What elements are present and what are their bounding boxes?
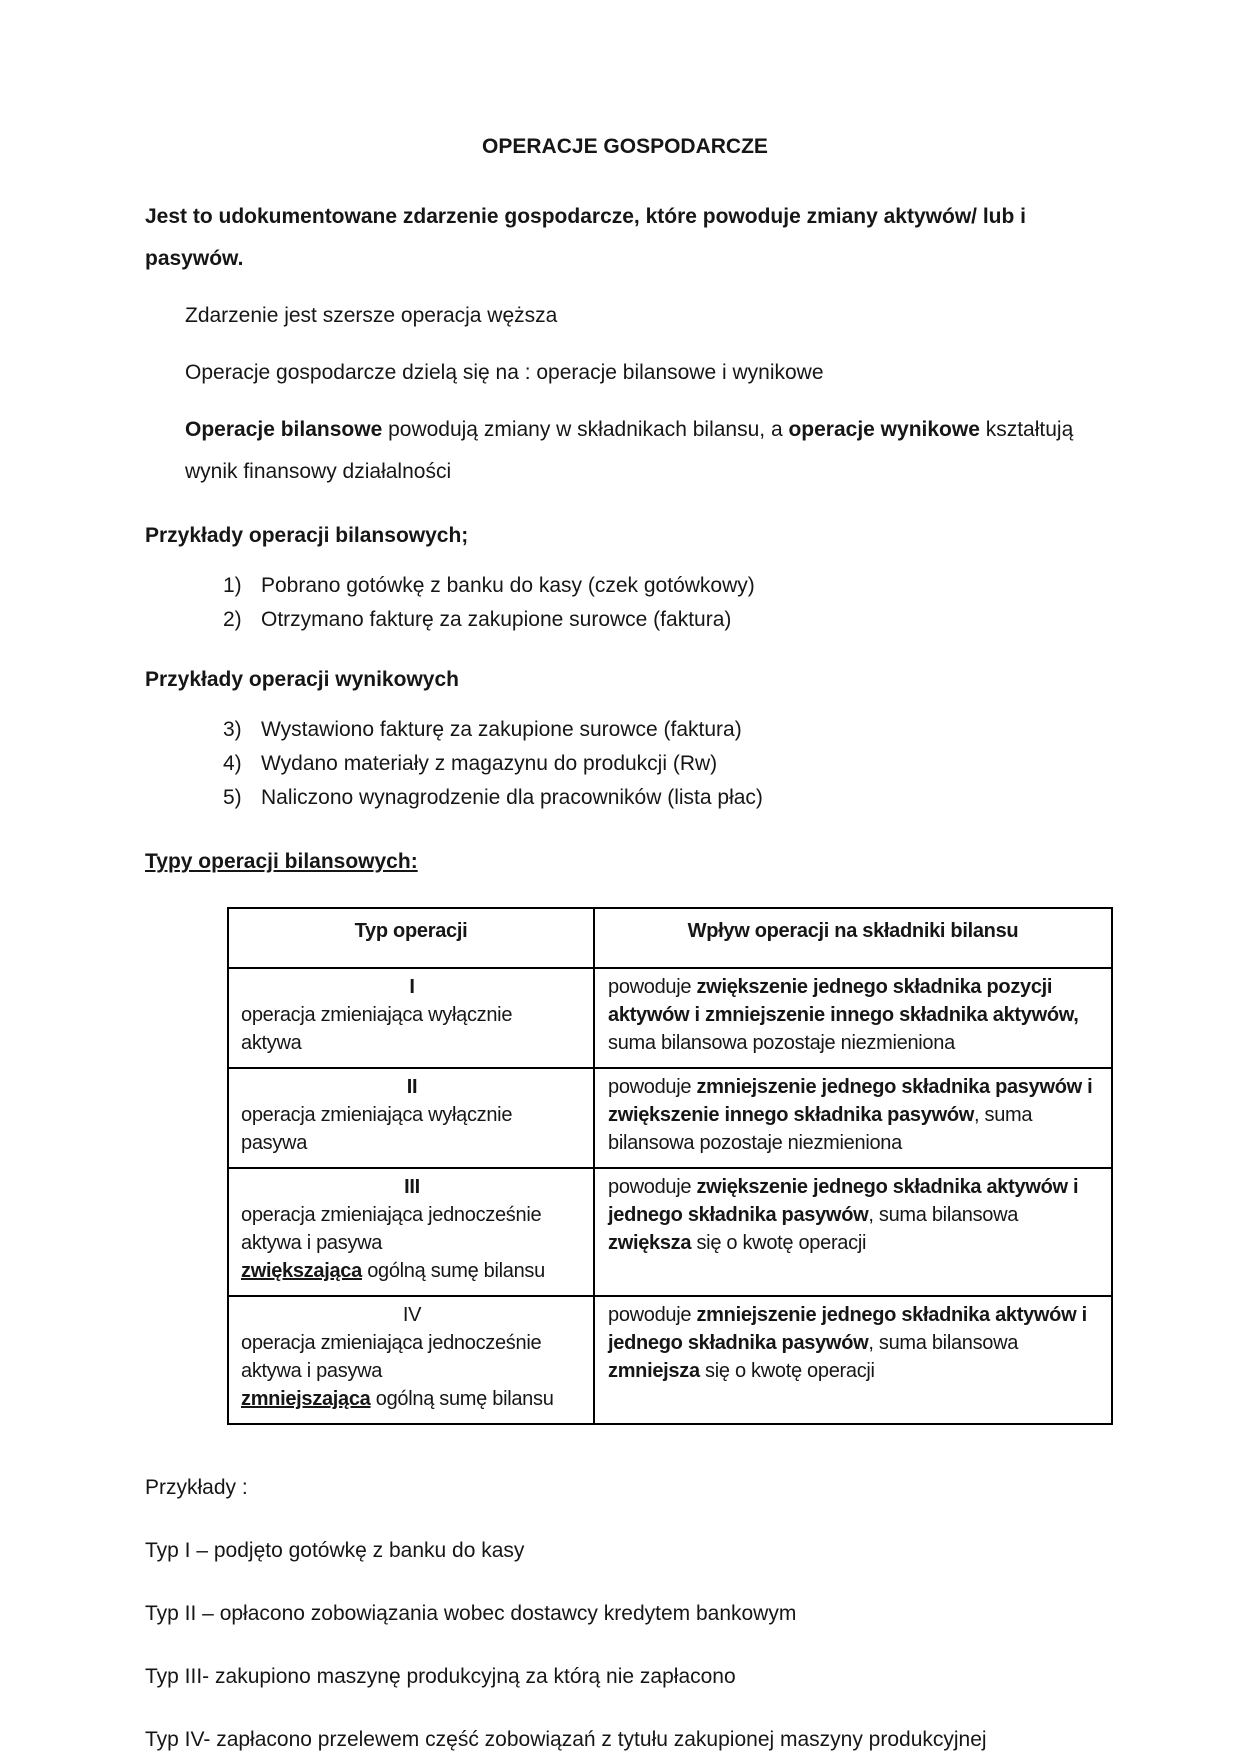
- example-typ-2: Typ II – opłacono zobowiązania wobec dostawcy kredytem bankowym: [145, 1602, 797, 1625]
- list-number: 3): [223, 718, 242, 741]
- numbered-list-bilansowe: [145, 569, 1105, 637]
- type-cell: [228, 1296, 594, 1424]
- heading-przyklady: Przykłady :: [145, 1476, 248, 1499]
- list-number: 4): [223, 752, 242, 775]
- type-numeral: II: [406, 1076, 418, 1098]
- type-cell: [228, 1168, 594, 1296]
- table-row-type-3: [228, 1168, 1112, 1296]
- table-header-row: [228, 908, 1112, 968]
- type-cell: [228, 968, 594, 1068]
- heading-przyklady-wynikowych: Przykłady operacji wynikowych: [145, 668, 459, 691]
- list-item-text: Wystawiono fakturę za zakupione surowce (faktura): [261, 718, 742, 741]
- list-item: [145, 603, 1105, 637]
- type-line: aktywa i pasywa: [241, 1360, 383, 1382]
- paragraph-zdarzenie: Zdarzenie jest szersze operacja węższa: [185, 304, 558, 327]
- table-header-wplyw: Wpływ operacji na składniki bilansu: [594, 908, 1112, 968]
- list-item: [145, 747, 1105, 781]
- effect-cell: powoduje zwiększenie jednego składnika pozycji aktywów i zmniejszenie innego składnika aktywów, suma bilansowa pozostaje niezmieniona: [594, 968, 1112, 1068]
- type-line: operacja zmieniająca wyłącznie: [241, 1004, 513, 1026]
- table-row-type-1: [228, 968, 1112, 1068]
- example-typ-4: Typ IV- zapłacono przelewem część zobowiązań z tytułu zakupionej maszyny produkcyjnej: [145, 1728, 987, 1751]
- type-cell: [228, 1068, 594, 1168]
- list-item-text: Naliczono wynagrodzenie dla pracowników (lista płac): [261, 786, 763, 809]
- type-numeral: III: [404, 1176, 420, 1198]
- list-number: 5): [223, 786, 242, 809]
- heading-typy-operacji: Typy operacji bilansowych:: [145, 850, 418, 873]
- list-item-text: Otrzymano fakturę za zakupione surowce (faktura): [261, 608, 732, 631]
- type-numeral: IV: [402, 1304, 422, 1326]
- effect-cell: powoduje zmniejszenie jednego składnika pasywów i zwiększenie innego składnika pasywów, suma bilansowa pozostaje niezmieniona: [594, 1068, 1112, 1168]
- list-item: [145, 781, 1105, 815]
- list-item: [145, 713, 1105, 747]
- type-line: operacja zmieniająca wyłącznie: [241, 1104, 513, 1126]
- list-item: [145, 569, 1105, 603]
- table-header-typ-operacji: Typ operacji: [228, 908, 594, 968]
- page-title: OPERACJE GOSPODARCZE: [482, 135, 768, 158]
- type-line: operacja zmieniająca jednocześnie: [241, 1332, 542, 1354]
- types-table: [227, 907, 1113, 1425]
- type-line: aktywa: [241, 1032, 302, 1054]
- intro-paragraph: Jest to udokumentowane zdarzenie gospodarcze, które powoduje zmiany aktywów/ lub i pasywów.: [145, 205, 1026, 270]
- type-line: zmniejszająca ogólną sumę bilansu: [241, 1388, 554, 1410]
- numbered-list-wynikowe: [145, 713, 1105, 815]
- type-line: pasywa: [241, 1132, 308, 1154]
- type-line: zwiększająca ogólną sumę bilansu: [241, 1260, 545, 1282]
- effect-cell: powoduje zmniejszenie jednego składnika aktywów i jednego składnika pasywów, suma bilansowa zmniejsza się o kwotę operacji: [594, 1296, 1112, 1424]
- paragraph-podzial: Operacje gospodarcze dzielą się na : operacje bilansowe i wynikowe: [185, 361, 824, 384]
- heading-przyklady-bilansowych: Przykłady operacji bilansowych;: [145, 524, 469, 547]
- type-line: operacja zmieniająca jednocześnie: [241, 1204, 542, 1226]
- list-number: 2): [223, 608, 242, 631]
- list-item-text: Pobrano gotówkę z banku do kasy (czek gotówkowy): [261, 574, 755, 597]
- type-line: aktywa i pasywa: [241, 1232, 383, 1254]
- example-typ-3: Typ III- zakupiono maszynę produkcyjną za którą nie zapłacono: [145, 1665, 736, 1688]
- paragraph-bilansowe-wynikowe: Operacje bilansowe powodują zmiany w składnikach bilansu, a operacje wynikowe kształtują wynik finansowy działalności: [185, 418, 1074, 483]
- document-content: [145, 126, 1105, 1754]
- type-numeral: I: [409, 976, 415, 998]
- table-row-type-2: [228, 1068, 1112, 1168]
- table-row-type-4: [228, 1296, 1112, 1424]
- list-item-text: Wydano materiały z magazynu do produkcji (Rw): [261, 752, 718, 775]
- effect-cell: powoduje zwiększenie jednego składnika aktywów i jednego składnika pasywów, suma bilansowa zwiększa się o kwotę operacji: [594, 1168, 1112, 1296]
- list-number: 1): [223, 574, 242, 597]
- example-typ-1: Typ I – podjęto gotówkę z banku do kasy: [145, 1539, 525, 1562]
